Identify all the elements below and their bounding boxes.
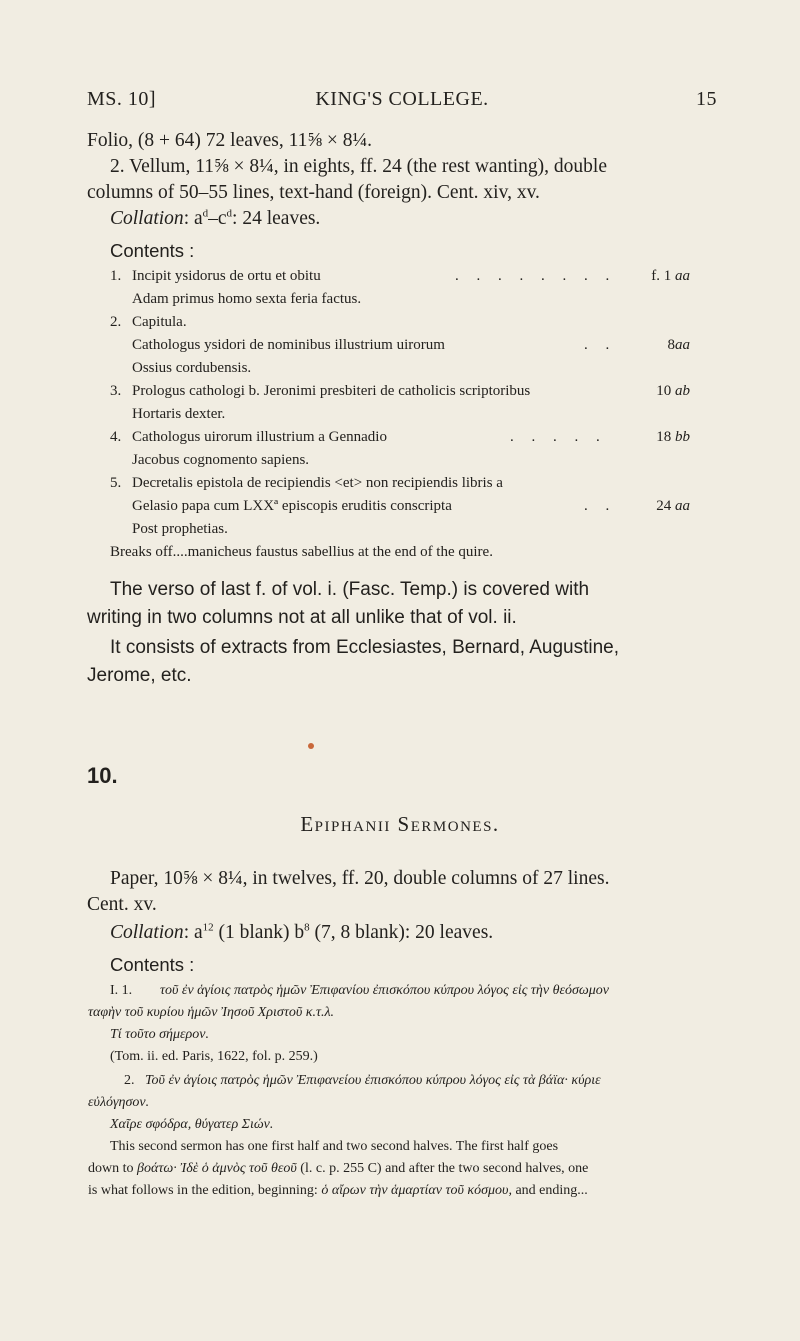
contents-entry: 4. Cathologus uirorum illustrium a Gennadio . . . . . 18 bb bbox=[110, 429, 690, 445]
section-number: 10. bbox=[87, 763, 118, 788]
note-line-1: This second sermon has one first half and two second halves. The first half goes bbox=[110, 1139, 559, 1154]
sermon-1-number: I. 1. bbox=[110, 983, 133, 998]
note-line-3: is what follows in the edition, beginning: ὁ αἴρων τὴν ἁμαρτίαν τοῦ κόσμου, and ending... bbox=[88, 1183, 588, 1198]
contents-entry: 3. Prologus cathologi b. Jeronimi presbiteri de catholicis scriptoribus 10 ab bbox=[110, 383, 690, 399]
contents-incipit: Hortaris dexter. bbox=[132, 406, 226, 422]
section-title: Epiphanii Sermones. bbox=[300, 812, 500, 836]
running-header bbox=[87, 88, 717, 114]
contents-entry: 5. Decretalis epistola de recipiendis <et> non recipiendis libris a bbox=[110, 475, 503, 491]
sermon-2-title-line-1: Τοῦ ἐν ἁγίοις πατρὸς ἡμῶν Ἐπιφανείου ἐπισκόπου κύπρου λόγος εἰς τὰ βάϊα· κύριε bbox=[145, 1073, 601, 1088]
page-number: 15 bbox=[696, 88, 717, 110]
contents-label: Contents : bbox=[110, 240, 195, 261]
contents-incipit: Ossius cordubensis. bbox=[132, 360, 252, 376]
item2-line-2: columns of 50–55 lines, text-hand (foreign). Cent. xiv, xv. bbox=[87, 182, 540, 203]
contents-incipit: Jacobus cognomento sapiens. bbox=[132, 452, 310, 468]
header-title: KING'S COLLEGE. bbox=[315, 88, 489, 110]
verso-line-2: writing in two columns not at all unlike that of vol. ii. bbox=[87, 607, 517, 628]
sermon-2-title-line-2: εὐλόγησον. bbox=[88, 1095, 150, 1110]
verso-line-1: The verso of last f. of vol. i. (Fasc. Temp.) is covered with bbox=[110, 579, 590, 600]
note-line-2: down to βοάτω· Ἰδὲ ὁ ἀμνὸς τοῦ θεοῦ (l. c. p. 255 C) and after the two second halves, one bbox=[88, 1161, 589, 1176]
extracts-line-1: It consists of extracts from Ecclesiastes, Bernard, Augustine, bbox=[110, 637, 619, 658]
contents-entry: Gelasio papa cum LXXª episcopis eruditis conscripta . . 24 aa bbox=[132, 498, 690, 514]
star-ornament-icon bbox=[307, 742, 315, 750]
sermon-2-number: 2. bbox=[124, 1073, 135, 1088]
extracts-line-2: Jerome, etc. bbox=[87, 665, 192, 686]
contents-entry: 2. Capitula. bbox=[110, 314, 187, 330]
sermon-2-incipit: Χαῖρε σφόδρα, θύγατερ Σιών. bbox=[110, 1117, 274, 1132]
sermon-1-title-line-2: ταφὴν τοῦ κυρίου ἡμῶν Ἰησοῦ Χριστοῦ κ.τ.λ. bbox=[88, 1005, 335, 1020]
collation-label: Collation bbox=[110, 208, 184, 229]
section-contents-label: Contents : bbox=[110, 954, 195, 975]
sermon-1-incipit: Τί τοῦτο σήμερον. bbox=[110, 1027, 209, 1042]
section-format-line-1: Paper, 10⅝ × 8¼, in twelves, ff. 20, double columns of 27 lines. bbox=[110, 868, 610, 889]
section-format-line-2: Cent. xv. bbox=[87, 894, 157, 915]
sermon-1-title-line-1: τοῦ ἐν ἁγίοις πατρὸς ἡμῶν Ἐπιφανίου ἐπισκόπου κύπρου λόγος εἰς τὴν θεόσωμον bbox=[160, 983, 610, 998]
contents-incipit: Adam primus homo sexta feria factus. bbox=[132, 291, 362, 307]
collation-line: Collation: $a^d-c^d$: 24 leaves. bbox=[110, 207, 321, 229]
contents-incipit: Post prophetias. bbox=[132, 521, 228, 537]
format-line: Folio, (8 + 64) 72 leaves, 11⅝ × 8¼. bbox=[87, 130, 373, 151]
section-collation-line: Collation: $a^{12}$ (1 blank) $b^8$ (7, 8 blank): 20 leaves. bbox=[110, 921, 494, 943]
header-ms-number: MS. 10] bbox=[87, 88, 157, 110]
contents-entry: 1. Incipit ysidorus de ortu et obitu . . . . . . . . f. 1 aa bbox=[110, 268, 690, 284]
item2-line-1: 2. Vellum, 11⅝ × 8¼, in eights, ff. 24 (the rest wanting), double bbox=[110, 156, 607, 177]
contents-entry: Cathologus ysidori de nominibus illustrium uirorum . . 8aa bbox=[132, 337, 690, 353]
contents-note: Breaks off....manicheus faustus sabellius at the end of the quire. bbox=[110, 544, 493, 560]
sermon-1-reference: (Tom. ii. ed. Paris, 1622, fol. p. 259.) bbox=[110, 1049, 318, 1064]
